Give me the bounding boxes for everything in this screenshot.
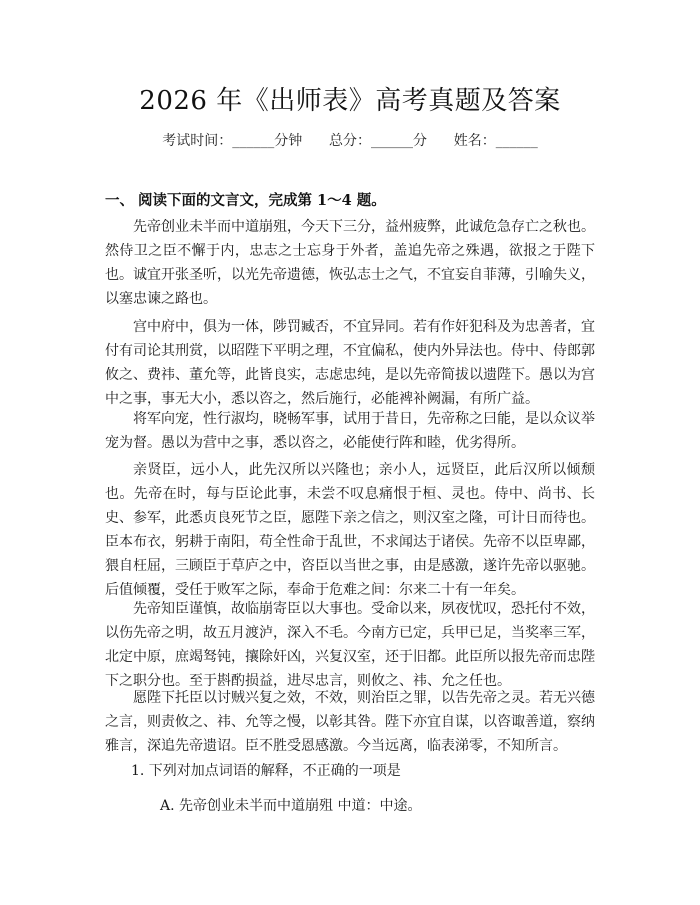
passage-paragraph-5: 先帝知臣谨慎，故临崩寄臣以大事也。受命以来，夙夜忧叹，恐托付不效，以伤先帝之明，故五月渡泸，深入不毛。今南方已定，兵甲已足，当奖率三军，北定中原，庶竭驽钝，攘除奸凶，兴复汉室，还于旧都。此臣所以报先帝而忠陛下之职分也。至于斟酌损益，进尽忠言，则攸之、祎、允之任也。 [105,601,595,689]
question-1-stem: 1. 下列对加点词语的解释，不正确的一项是 [131,763,401,779]
section-number: 一、 [105,192,134,209]
exam-info-line: 考试时间：______分钟 总分：______分 姓名：______ [162,133,538,149]
passage-paragraph-6: 愿陛下托臣以讨贼兴复之效，不效，则治臣之罪，以告先帝之灵。若无兴德之言，则责攸之、祎、允等之慢，以彰其咎。陛下亦宜自谋，以咨诹善道，察纳雅言，深追先帝遗诏。臣不胜受恩感激。今当远离，临表涕零，不知所言。 [105,690,595,754]
section-heading [105,191,386,211]
passage-paragraph-4: 亲贤臣，远小人，此先汉所以兴隆也；亲小人，远贤臣，此后汉所以倾颓也。先帝在时，每与臣论此事，未尝不叹息痛恨于桓、灵也。侍中、尚书、长史、参军，此悉贞良死节之臣，愿陛下亲之信之，则汉室之隆，可计日而待也。臣本布衣，躬耕于南阳，苟全性命于乱世，不求闻达于诸侯。先帝不以臣卑鄙，猥自枉屈，三顾臣于草庐之中，咨臣以当世之事，由是感激，遂许先帝以驱驰。后值倾覆，受任于败军之际，奉命于危难之间：尔来二十有一年矣。 [105,462,595,598]
passage-paragraph-1: 先帝创业未半而中道崩殂，今天下三分，益州疲弊，此诚危急存亡之秋也。然侍卫之臣不懈于内，忠志之士忘身于外者，盖追先帝之殊遇，欲报之于陛下也。诚宜开张圣听，以光先帝遗德，恢弘志士之气，不宜妄自菲薄，引喻失义，以塞忠谏之路也。 [105,219,595,307]
section-heading-text: 阅读下面的文言文，完成第 1～4 题。 [138,192,386,209]
question-1-option-a: A. 先帝创业未半而中道崩殂 中道：中途。 [160,798,422,814]
page-title: 2026 年《出师表》高考真题及答案 [139,86,561,116]
passage-paragraph-3: 将军向宠，性行淑均，晓畅军事，试用于昔日，先帝称之曰能，是以众议举宠为督。愚以为营中之事，悉以咨之，必能使行阵和睦，优劣得所。 [105,411,595,451]
passage-paragraph-2: 宫中府中，俱为一体，陟罚臧否，不宜异同。若有作奸犯科及为忠善者，宜付有司论其刑赏，以昭陛下平明之理，不宜偏私，使内外异法也。侍中、侍郎郭攸之、费祎、董允等，此皆良实，志虑忠纯，是以先帝简拔以遗陛下。愚以为宫中之事，事无大小，悉以咨之，然后施行，必能裨补阙漏，有所广益。 [105,319,595,407]
